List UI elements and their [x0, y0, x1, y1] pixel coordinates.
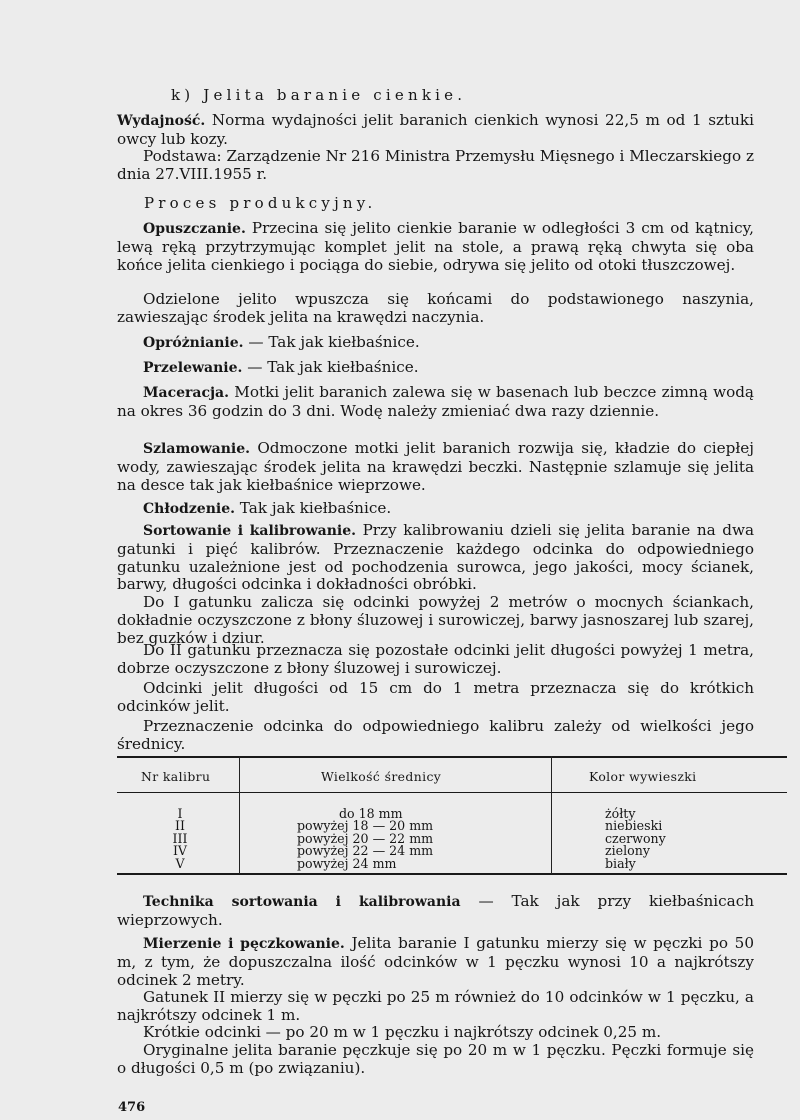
text-sliming: Odmoczone motki jelit baranich rozwija się, kładzie do ciepłej wody, zawieszając środek jelita na krawędzi beczki. Następnie szlamuje się jelita na desce tak jak kiełbaśnice wieprzowe.	[117, 439, 754, 494]
lead-measuring: Mierzenie i pęczkowanie.	[143, 936, 345, 952]
column-nr	[167, 808, 193, 870]
paragraph-cooling	[117, 500, 754, 519]
paragraph-yield	[117, 112, 754, 149]
process-heading: Proces produkcyjny.	[144, 194, 377, 212]
column-color	[605, 808, 666, 870]
cell-color: czerwony	[605, 830, 666, 846]
header-kolor-wywieszki: Kolor wywieszki	[589, 769, 697, 784]
page-number: 476	[118, 1100, 146, 1115]
cell-color: niebieski	[605, 818, 663, 834]
lead-sorting: Sortowanie i kalibrowanie.	[143, 523, 357, 539]
paragraph-measuring	[117, 935, 754, 989]
table-bottom-rule	[117, 873, 787, 875]
cell-color: żółty	[605, 806, 636, 821]
paragraph-grade-1: Do I gatunku zalicza się odcinki powyżej 2 metrów o mocnych ściankach, dokładnie oczyszczone z błony śluzowej i surowiczej, barwy jasnoszarej lub szarej, bez guzków i dziur.	[117, 593, 754, 647]
caliber-table	[117, 756, 787, 876]
text-emptying: — Tak jak kiełbaśnice.	[243, 333, 420, 351]
lead-maceration: Maceracja.	[143, 385, 229, 401]
lead-sliming: Szlamowanie.	[143, 441, 251, 457]
text-releasing: Przecina się jelito cienkie baranie w odległości 3 cm od kątnicy, lewą ręką przytrzymując komplet jelit na stole, a prawą ręką chwyta się oba końce jelita cienkiego i pociąga do siebie, odrywa się jelito od otoki tłuszczowej.	[117, 219, 754, 274]
text-technique: — Tak jak przy kiełbaśnicach wieprzowych.	[117, 892, 755, 929]
cell-nr: V	[175, 855, 185, 871]
paragraph-emptying	[117, 334, 754, 353]
paragraph-sorting	[117, 522, 754, 594]
table-header-rule	[117, 792, 787, 793]
lead-rinsing: Przelewanie.	[143, 360, 243, 376]
lead-releasing: Opuszczanie.	[143, 221, 246, 237]
text-rinsing: — Tak jak kiełbaśnice.	[242, 358, 419, 376]
lead-yield: Wydajność.	[117, 113, 206, 129]
column-size	[297, 808, 433, 870]
paragraph-caliber-note: Przeznaczenie odcinka do odpowiedniego kalibru zależy od wielkości jego średnicy.	[117, 717, 754, 753]
lead-cooling: Chłodzenie.	[143, 501, 235, 517]
paragraph-original-bundles: Oryginalne jelita baranie pęczkuje się po 20 m w 1 pęczku. Pęczki formuje się o długości 0,5 m (po związaniu).	[117, 1041, 754, 1077]
paragraph-sliming	[117, 440, 754, 494]
paragraph-grade-2: Do II gatunku przeznacza się pozostałe odcinki jelit długości powyżej 1 metra, dobrze oczyszczone z błony śluzowej i surowiczej.	[117, 641, 754, 677]
cell-color: biały	[605, 855, 636, 871]
cell-size: powyżej 20 — 22 mm	[297, 830, 434, 846]
header-wielkosc-srednicy: Wielkość średnicy	[321, 769, 442, 784]
paragraph-releasing	[117, 220, 754, 274]
paragraph-short-pieces: Odcinki jelit długości od 15 cm do 1 metra przeznacza się do krótkich odcinków jelit.	[117, 679, 754, 715]
paragraph-maceration	[117, 384, 754, 421]
text-cooling: Tak jak kiełbaśnice.	[234, 499, 392, 517]
cell-color: zielony	[605, 843, 650, 859]
paragraph-releasing-2: Odzielone jelito wpuszcza się końcami do podstawionego naszynia, zawieszając środek jelita na krawędzi naczynia.	[117, 290, 754, 326]
paragraph-rinsing	[117, 359, 754, 378]
paragraph-short-bundles: Krótkie odcinki — po 20 m w 1 pęczku i najkrótszy odcinek 0,25 m.	[143, 1023, 662, 1041]
cell-nr: IV	[172, 843, 188, 859]
table-divider-1	[239, 756, 240, 874]
lead-technique: Technika sortowania i kalibrowania	[143, 894, 461, 910]
cell-size: powyżej 18 — 20 mm	[297, 818, 434, 834]
table-divider-2	[551, 756, 552, 874]
cell-size: do 18 mm	[339, 806, 403, 821]
cell-nr: I	[177, 806, 183, 821]
lead-emptying: Opróżnianie.	[143, 335, 244, 351]
table-top-rule	[117, 756, 787, 758]
text-sorting: Przy kalibrowaniu dzieli się jelita baranie na dwa gatunki i pięć kalibrów. Przeznaczenie każdego odcinka do odpowiedniego gatunku uzależnione jest od pochodzenia surowca, jego jakości, mocy ścianek, barwy, długości odcinka i dokładności obróbki.	[117, 521, 754, 594]
text-measuring: Jelita baranie I gatunku mierzy się w pęczki po 50 m, z tym, że dopuszczalna ilość odcinków w 1 pęczku wynosi 10 a najkrótszy odcinek 2 metry.	[117, 934, 754, 989]
paragraph-basis: Podstawa: Zarządzenie Nr 216 Ministra Przemysłu Mięsnego i Mleczarskiego z dnia 27.VIII.1955 r.	[117, 147, 754, 183]
cell-nr: II	[175, 818, 185, 834]
cell-nr: III	[172, 830, 188, 846]
cell-size: powyżej 24 mm	[297, 855, 397, 871]
section-heading: k) Jelita baranie cienkie.	[171, 86, 467, 104]
cell-size: powyżej 22 — 24 mm	[297, 843, 434, 859]
paragraph-technique	[117, 893, 754, 930]
paragraph-grade-2-bundles: Gatunek II mierzy się w pęczki po 25 m również do 10 odcinków w 1 pęczku, a najkrótszy odcinek 1 m.	[117, 988, 754, 1024]
text-yield: Norma wydajności jelit baranich cienkich wynosi 22,5 m od 1 sztuki owcy lub kozy.	[117, 111, 754, 148]
header-nr-kalibru: Nr kalibru	[141, 769, 211, 784]
text-maceration: Motki jelit baranich zalewa się w basenach lub beczce zimną wodą na okres 36 godzin do 3 dni. Wodę należy zmieniać dwa razy dziennie.	[117, 383, 754, 420]
